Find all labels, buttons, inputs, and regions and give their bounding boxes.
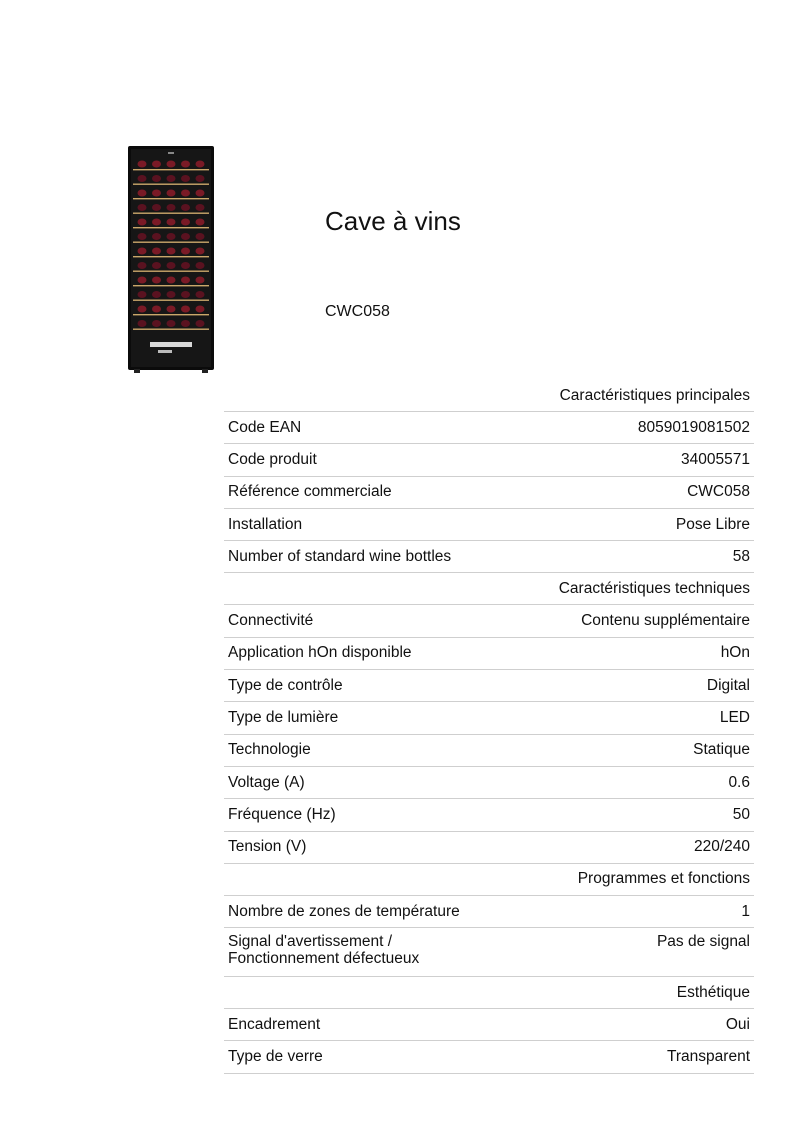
section-header: Esthétique [224,977,754,1009]
section-header: Programmes et fonctions [224,864,754,896]
spec-label: Nombre de zones de température [228,902,460,920]
spec-value: Transparent [667,1048,750,1066]
spec-row [224,605,754,637]
spec-label: Installation [228,515,303,533]
spec-row [224,670,754,702]
spec-label: Type de verre [228,1048,323,1066]
spec-value: Pose Libre [675,515,750,533]
spec-row [224,444,754,476]
spec-row [224,509,754,541]
spec-row [224,896,754,928]
spec-label: Connectivité [228,612,314,630]
product-image [128,146,214,374]
spec-row [224,767,754,799]
spec-value: CWC058 [687,483,750,501]
spec-value: Digital [706,676,750,694]
spec-value: Contenu supplémentaire [581,612,750,630]
spec-value: 0.6 [728,773,750,791]
spec-label: Code EAN [228,418,302,436]
spec-row [224,541,754,573]
spec-value: LED [719,709,750,727]
spec-label: Application hOn disponible [228,644,412,662]
spec-label: Type de lumière [228,709,339,727]
spec-value: 1 [741,902,750,920]
spec-row [224,412,754,444]
spec-row [224,1041,754,1073]
spec-label: Technologie [228,741,311,759]
spec-row [224,638,754,670]
product-title: Cave à vins [325,206,461,236]
spec-row [224,799,754,831]
spec-row [224,832,754,864]
spec-label: Fréquence (Hz) [228,805,336,823]
spec-row [224,928,754,977]
spec-row [224,735,754,767]
spec-label: Encadrement [228,1015,321,1033]
product-model: CWC058 [325,303,390,320]
section-header: Caractéristiques techniques [224,573,754,605]
spec-value: 8059019081502 [637,418,750,436]
spec-label: Code produit [228,450,317,468]
spec-label: Signal d'avertissement / Fonctionnement défectueux [228,933,420,968]
spec-row [224,477,754,509]
spec-label: Voltage (A) [228,773,305,791]
spec-row [224,1009,754,1041]
spec-label: Tension (V) [228,838,307,856]
spec-value: hOn [720,644,750,662]
spec-value: 50 [732,805,750,823]
section-header: Caractéristiques principales [224,380,754,412]
spec-value: Oui [725,1015,750,1033]
spec-value: Statique [693,741,750,759]
spec-row [224,702,754,734]
spec-label: Number of standard wine bottles [228,547,452,565]
spec-value: 220/240 [693,838,750,856]
spec-value: 34005571 [681,450,750,468]
spec-table [224,380,754,1074]
spec-label: Référence commerciale [228,483,392,501]
spec-label: Type de contrôle [228,676,343,694]
spec-value: Pas de signal [656,933,750,951]
spec-value: 58 [732,547,750,565]
